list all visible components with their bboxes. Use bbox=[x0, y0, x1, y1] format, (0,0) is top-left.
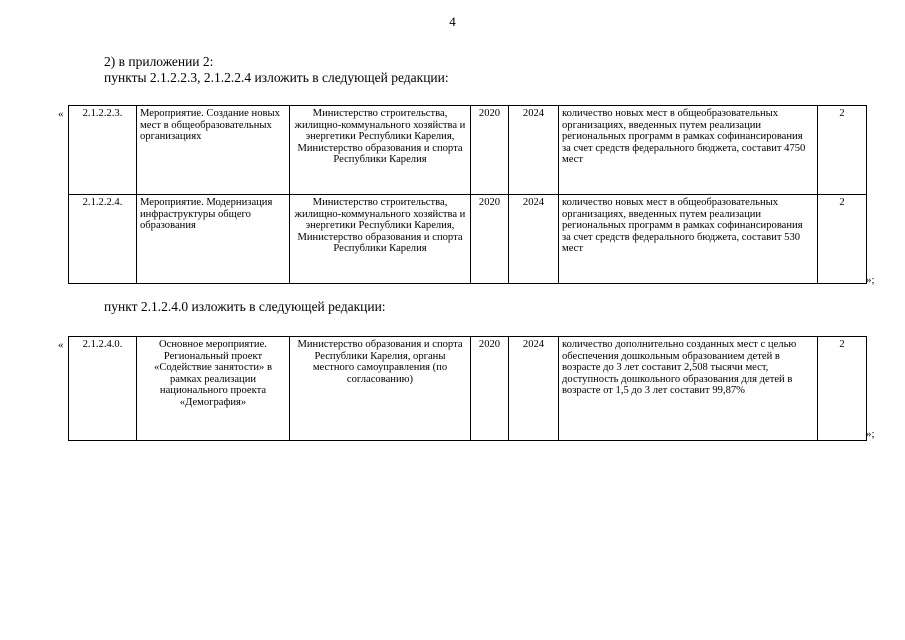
punkt-2-text: пункт 2.1.2.4.0 изложить в следующей редакции: bbox=[104, 299, 386, 314]
cell-executor: Министерство строительства, жилищно-коммунального хозяйства и энергетики Республики Карелия, Министерство образования и спорта Республики Карелия bbox=[290, 106, 471, 195]
cell-code: 2 bbox=[818, 106, 867, 195]
cell-event: Мероприятие. Модернизация инфраструктуры общего образования bbox=[137, 195, 290, 284]
cell-number: 2.1.2.2.3. bbox=[69, 106, 137, 195]
intro-text bbox=[104, 54, 449, 86]
cell-year-start: 2020 bbox=[471, 195, 509, 284]
table-row bbox=[69, 106, 867, 195]
quote-close: »; bbox=[866, 428, 875, 440]
cell-year-start: 2020 bbox=[471, 106, 509, 195]
page-number: 4 bbox=[449, 14, 456, 29]
table-1 bbox=[68, 105, 867, 284]
cell-number: 2.1.2.4.0. bbox=[69, 337, 137, 441]
quote-open: « bbox=[58, 108, 64, 120]
cell-number: 2.1.2.2.4. bbox=[69, 195, 137, 284]
cell-event: Основное мероприятие. Региональный проект «Содействие занятости» в рамках реализации национального проекта «Демография» bbox=[137, 337, 290, 441]
intro-line-2: пункты 2.1.2.2.3, 2.1.2.2.4 изложить в следующей редакции: bbox=[104, 70, 449, 85]
cell-code: 2 bbox=[818, 195, 867, 284]
intro-line-1: 2) в приложении 2: bbox=[104, 54, 214, 69]
cell-result: количество новых мест в общеобразовательных организациях, введенных путем реализации региональных программ в рамках софинансирования за счет средств федерального бюджета, составит 530 мест bbox=[559, 195, 818, 284]
quote-close: »; bbox=[866, 274, 875, 286]
table-row bbox=[69, 195, 867, 284]
cell-year-end: 2024 bbox=[509, 106, 559, 195]
cell-result: количество дополнительно созданных мест с целью обеспечения дошкольным образованием детей в возрасте до 3 лет составит 2,508 тысячи мест, доступность дошкольного образования для детей в возрасте от 1,5 до 3 лет составит 99,87% bbox=[559, 337, 818, 441]
cell-year-start: 2020 bbox=[471, 337, 509, 441]
cell-event: Мероприятие. Создание новых мест в общеобразовательных организациях bbox=[137, 106, 290, 195]
cell-executor: Министерство образования и спорта Республики Карелия, органы местного самоуправления (по согласованию) bbox=[290, 337, 471, 441]
cell-executor: Министерство строительства, жилищно-коммунального хозяйства и энергетики Республики Карелия, Министерство образования и спорта Республики Карелия bbox=[290, 195, 471, 284]
cell-result: количество новых мест в общеобразовательных организациях, введенных путем реализации региональных программ в рамках софинансирования за счет средств федерального бюджета, составит 4750 мест bbox=[559, 106, 818, 195]
cell-code: 2 bbox=[818, 337, 867, 441]
cell-year-end: 2024 bbox=[509, 195, 559, 284]
cell-year-end: 2024 bbox=[509, 337, 559, 441]
table-2 bbox=[68, 336, 867, 441]
quote-open: « bbox=[58, 339, 64, 351]
table-row bbox=[69, 337, 867, 441]
